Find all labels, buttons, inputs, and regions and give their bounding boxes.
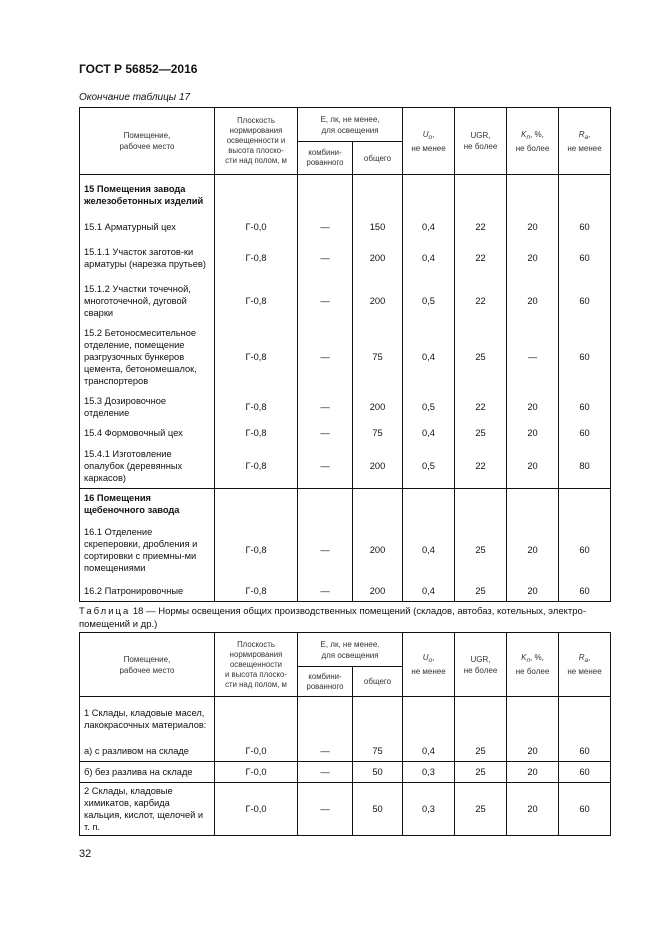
- room-name: б) без разлива на складе: [80, 762, 215, 783]
- cell-ugr: 22: [455, 444, 507, 489]
- cell-combined: —: [298, 238, 353, 279]
- cell-uo: 0,4: [403, 422, 455, 444]
- cell-kp: 20: [507, 238, 559, 279]
- cell-general: [353, 489, 403, 519]
- cell-ra: 60: [559, 762, 611, 783]
- cell-general: 200: [353, 279, 403, 323]
- cell-uo: 0,4: [403, 519, 455, 582]
- header-general: общего: [353, 142, 403, 175]
- header-room: Помещение, рабочее место: [80, 108, 215, 175]
- cell-kp: 20: [507, 444, 559, 489]
- table-row: [80, 422, 611, 444]
- cell-combined: —: [298, 783, 353, 836]
- cell-plane: Г-0,8: [215, 422, 298, 444]
- cell-ugr: 25: [455, 762, 507, 783]
- cell-kp: [507, 489, 559, 519]
- header-kp: $K_п$, %, не более: [507, 108, 559, 175]
- room-name: 15.2 Бетоносмесительное отделение, помещение разгрузочных бункеров цемента, бетономешалок, транспортеров: [80, 323, 215, 392]
- cell-ra: 60: [559, 323, 611, 392]
- cell-combined: [298, 175, 353, 216]
- cell-general: 75: [353, 422, 403, 444]
- cell-plane: Г-0,0: [215, 216, 298, 238]
- cell-ugr: [455, 697, 507, 741]
- cell-kp: 20: [507, 216, 559, 238]
- cell-kp: [507, 175, 559, 216]
- table-row: [80, 216, 611, 238]
- room-name: 15.3 Дозировочное отделение: [80, 392, 215, 422]
- cell-uo: [403, 489, 455, 519]
- header-kp: $K_п$, %, не более: [507, 633, 559, 697]
- cell-ugr: 22: [455, 392, 507, 422]
- header-ugr: UGR, не более: [455, 633, 507, 697]
- cell-plane: [215, 175, 298, 216]
- header-uo: $U_o$, не менее: [403, 633, 455, 697]
- cell-ra: 60: [559, 519, 611, 582]
- cell-kp: 20: [507, 392, 559, 422]
- cell-plane: Г-0,8: [215, 238, 298, 279]
- cell-general: 200: [353, 444, 403, 489]
- cell-plane: Г-0,8: [215, 444, 298, 489]
- cell-kp: 20: [507, 762, 559, 783]
- cell-ra: 60: [559, 279, 611, 323]
- table-row: [80, 582, 611, 602]
- cell-plane: [215, 697, 298, 741]
- cell-plane: Г-0,8: [215, 582, 298, 602]
- cell-uo: 0,4: [403, 238, 455, 279]
- cell-combined: —: [298, 519, 353, 582]
- cell-kp: 20: [507, 741, 559, 762]
- cell-combined: —: [298, 741, 353, 762]
- cell-combined: —: [298, 323, 353, 392]
- cell-ugr: 25: [455, 741, 507, 762]
- table-row: [80, 697, 611, 741]
- room-name: 2 Склады, кладовые химикатов, карбида кальция, кислот, щелочей и т. п.: [80, 783, 215, 836]
- cell-general: [353, 175, 403, 216]
- cell-plane: [215, 489, 298, 519]
- room-name: 15 Помещения завода железобетонных изделий: [80, 175, 215, 216]
- cell-general: 75: [353, 323, 403, 392]
- room-name: 16.2 Патронировочные: [80, 582, 215, 602]
- header-ugr: UGR, не более: [455, 108, 507, 175]
- cell-ugr: 25: [455, 582, 507, 602]
- cell-combined: —: [298, 762, 353, 783]
- cell-ugr: 25: [455, 323, 507, 392]
- cell-uo: 0,3: [403, 783, 455, 836]
- cell-uo: 0,4: [403, 741, 455, 762]
- cell-uo: 0,5: [403, 392, 455, 422]
- cell-ra: 80: [559, 444, 611, 489]
- header-room: Помещение, рабочее место: [80, 633, 215, 697]
- cell-uo: 0,5: [403, 279, 455, 323]
- cell-plane: Г-0,0: [215, 762, 298, 783]
- table17-caption: Окончание таблицы 17: [79, 92, 191, 103]
- header-ra: $R_a$, не менее: [559, 108, 611, 175]
- cell-ugr: [455, 175, 507, 216]
- cell-plane: Г-0,8: [215, 519, 298, 582]
- cell-general: 200: [353, 519, 403, 582]
- cell-ugr: 22: [455, 238, 507, 279]
- cell-uo: 0,5: [403, 444, 455, 489]
- cell-ugr: 22: [455, 279, 507, 323]
- cell-plane: Г-0,8: [215, 392, 298, 422]
- cell-ra: [559, 697, 611, 741]
- cell-ugr: 25: [455, 422, 507, 444]
- table-row: [80, 762, 611, 783]
- header-ra: $R_a$, не менее: [559, 633, 611, 697]
- cell-uo: 0,3: [403, 762, 455, 783]
- cell-plane: Г-0,0: [215, 741, 298, 762]
- cell-general: [353, 697, 403, 741]
- table-row: [80, 741, 611, 762]
- table-row: [80, 444, 611, 489]
- cell-general: 50: [353, 762, 403, 783]
- cell-ugr: 22: [455, 216, 507, 238]
- cell-combined: —: [298, 444, 353, 489]
- cell-combined: [298, 489, 353, 519]
- cell-kp: [507, 697, 559, 741]
- cell-kp: 20: [507, 519, 559, 582]
- cell-general: 200: [353, 582, 403, 602]
- cell-combined: —: [298, 582, 353, 602]
- header-uo: $U_o$, не менее: [403, 108, 455, 175]
- cell-uo: [403, 175, 455, 216]
- cell-general: 200: [353, 238, 403, 279]
- cell-general: 150: [353, 216, 403, 238]
- cell-ra: 60: [559, 422, 611, 444]
- table-row: [80, 279, 611, 323]
- cell-plane: Г-0,8: [215, 279, 298, 323]
- table-row: [80, 783, 611, 836]
- cell-ra: [559, 175, 611, 216]
- document-header: ГОСТ Р 56852—2016: [79, 62, 198, 76]
- page-number: 32: [79, 848, 92, 860]
- room-name: 15.4 Формовочный цех: [80, 422, 215, 444]
- room-name: 1 Склады, кладовые масел, лакокрасочных материалов:: [80, 697, 215, 741]
- room-name: 15.1.2 Участки точечной, многоточечной, дуговой сварки: [80, 279, 215, 323]
- cell-ra: 60: [559, 783, 611, 836]
- cell-uo: 0,4: [403, 323, 455, 392]
- cell-ra: 60: [559, 741, 611, 762]
- table-row: [80, 519, 611, 582]
- cell-plane: Г-0,0: [215, 783, 298, 836]
- table-17: [79, 107, 611, 602]
- cell-kp: 20: [507, 279, 559, 323]
- room-name: 16.1 Отделение скреперовки, дробления и сортировки с приемны-ми помещениями: [80, 519, 215, 582]
- cell-ra: 60: [559, 216, 611, 238]
- cell-combined: [298, 697, 353, 741]
- header-plane: Плоскость нормирования освещенности и высота плоско- сти над полом, м: [215, 633, 298, 697]
- room-name: 16 Помещения щебеночного завода: [80, 489, 215, 519]
- header-illuminance: Е, лк, не менее, для освещения: [298, 108, 403, 142]
- header-combined: комбини- рованного: [298, 142, 353, 175]
- cell-uo: 0,4: [403, 582, 455, 602]
- cell-plane: Г-0,8: [215, 323, 298, 392]
- cell-ugr: [455, 489, 507, 519]
- table-row: [80, 175, 611, 216]
- cell-kp: 20: [507, 582, 559, 602]
- room-name: 15.4.1 Изготовление опалубок (деревянных каркасов): [80, 444, 215, 489]
- cell-uo: 0,4: [403, 216, 455, 238]
- room-name: а) с разливом на складе: [80, 741, 215, 762]
- cell-ugr: 25: [455, 519, 507, 582]
- cell-ra: 60: [559, 238, 611, 279]
- table18-caption: Таблица 18 — Нормы освещения общих производственных помещений (складов, автобаз, котельных, электро-помещений и др.): [79, 606, 586, 630]
- table-row: [80, 323, 611, 392]
- cell-ugr: 25: [455, 783, 507, 836]
- header-combined: комбини- рованного: [298, 667, 353, 697]
- cell-ra: [559, 489, 611, 519]
- cell-combined: —: [298, 216, 353, 238]
- table-18: [79, 632, 611, 836]
- header-general: общего: [353, 667, 403, 697]
- cell-general: 200: [353, 392, 403, 422]
- room-name: 15.1.1 Участок заготов-ки арматуры (нарезка прутьев): [80, 238, 215, 279]
- cell-uo: [403, 697, 455, 741]
- cell-combined: —: [298, 422, 353, 444]
- cell-kp: 20: [507, 422, 559, 444]
- cell-general: 50: [353, 783, 403, 836]
- table-row: [80, 238, 611, 279]
- cell-ra: 60: [559, 392, 611, 422]
- cell-combined: —: [298, 392, 353, 422]
- header-illuminance: Е, лк, не менее. для освещения: [298, 633, 403, 667]
- cell-kp: 20: [507, 783, 559, 836]
- cell-combined: —: [298, 279, 353, 323]
- cell-ra: 60: [559, 582, 611, 602]
- header-plane: Плоскость нормирования освещенности и высота плоско- сти над полом, м: [215, 108, 298, 175]
- cell-kp: —: [507, 323, 559, 392]
- room-name: 15.1 Арматурный цех: [80, 216, 215, 238]
- table-row: [80, 392, 611, 422]
- table-row: [80, 489, 611, 519]
- cell-general: 75: [353, 741, 403, 762]
